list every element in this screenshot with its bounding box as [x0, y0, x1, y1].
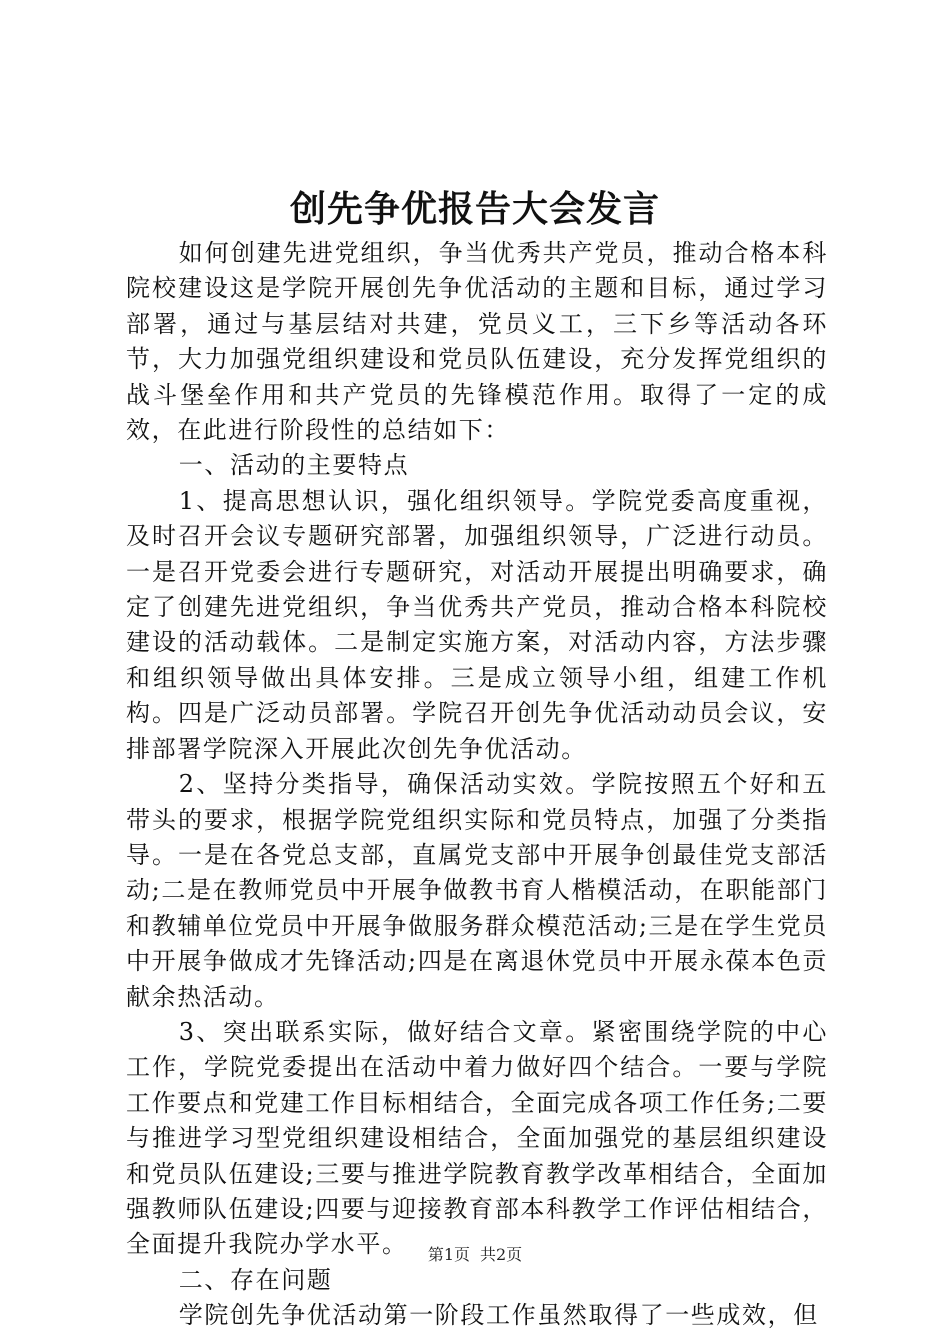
paragraph-problems: 学院创先争优活动第一阶段工作虽然取得了一些成效，但	[178, 1301, 819, 1330]
document-body	[126, 236, 828, 1334]
paragraph-item-1: 1、提高思想认识，强化组织领导。学院党委高度重视，及时召开会议专题研究部署，加强组织领导，广泛进行动员。一是召开党委会进行专题研究，对活动开展提出明确要求，确定了创建先进党组织，争当优秀共产党员，推动合格本科院校建设的活动载体。二是制定实施方案，对活动内容，方法步骤和组织领导做出具体安排。三是成立领导小组，组建工作机构。四是广泛动员部署。学院召开创先争优活动动员会议，安排部署学院深入开展此次创先争优活动。	[126, 486, 828, 763]
paragraph-item-3: 3、突出联系实际，做好结合文章。紧密围绕学院的中心工作，学院党委提出在活动中着力做好四个结合。一要与学院工作要点和党建工作目标相结合，全面完成各项工作任务;二要与推进学习型党组织建设相结合，全面加强党的基层组织建设和党员队伍建设;三要与推进学院教育教学改革相结合，全面加强教师队伍建设;四要与迎接教育部本科教学工作评估相结合，全面提升我院办学水平。	[126, 1017, 828, 1259]
document-title: 创先争优报告大会发言	[289, 188, 660, 230]
page-footer	[0, 1243, 950, 1267]
section-heading-features: 一、活动的主要特点	[178, 451, 410, 480]
page-number-total: 共2页	[480, 1245, 523, 1264]
page-number-current: 第1页	[427, 1245, 470, 1264]
paragraph-intro: 如何创建先进党组织，争当优秀共产党员，推动合格本科院校建设这是学院开展创先争优活动的主题和目标，通过学习部署，通过与基层结对共建，党员义工，三下乡等活动各环节，大力加强党组织建设和党员队伍建设，充分发挥党组织的战斗堡垒作用和共产党员的先锋模范作用。取得了一定的成效，在此进行阶段性的总结如下：	[126, 239, 828, 445]
paragraph-item-2: 2、坚持分类指导，确保活动实效。学院按照五个好和五带头的要求，根据学院党组织实际和党员特点，加强了分类指导。一是在各党总支部，直属党支部中开展争创最佳党支部活动;二是在教师党员中开展争做教书育人楷模活动，在职能部门和教辅单位党员中开展争做服务群众模范活动;三是在学生党员中开展争做成才先锋活动;四是在离退休党员中开展永葆本色贡献余热活动。	[126, 770, 828, 1011]
section-heading-problems: 二、存在问题	[178, 1265, 333, 1294]
